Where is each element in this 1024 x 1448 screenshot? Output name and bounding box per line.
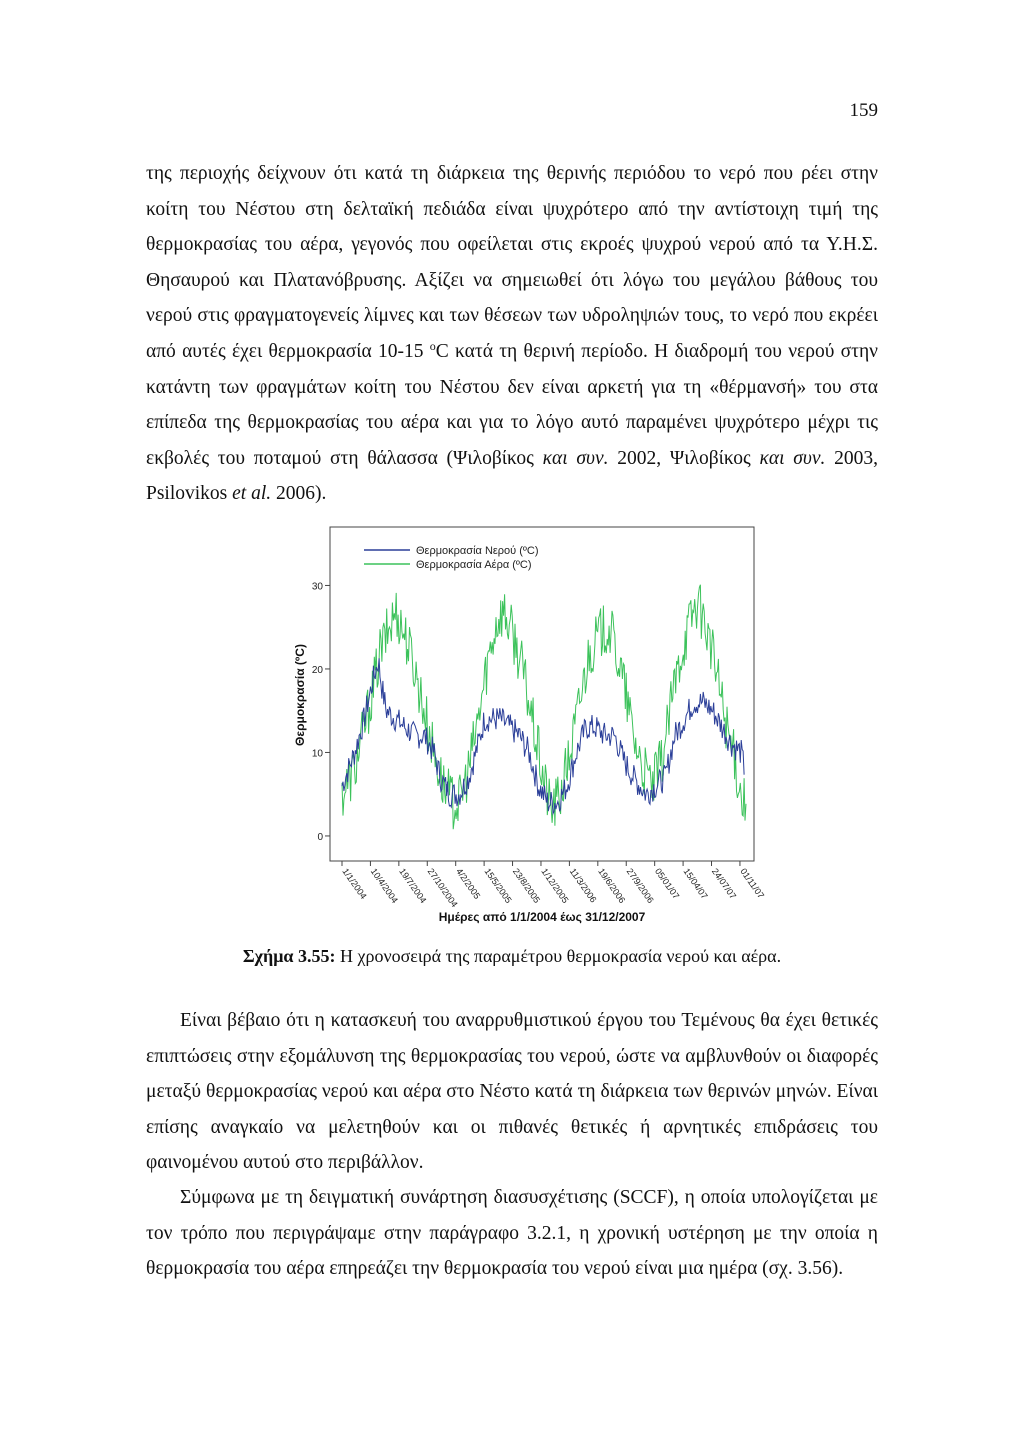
x-tick-label: 27/10/2004 (425, 866, 460, 910)
x-tick-label: 19/6/2006 (596, 866, 628, 905)
legend-label-air: Θερμοκρασία Αέρα (ºC) (416, 559, 532, 571)
y-tick-label: 20 (311, 664, 323, 676)
figure-caption (146, 946, 878, 967)
y-axis-label: Θερμοκρασία (ºC) (293, 644, 307, 746)
x-tick-label: 01/11/07 (738, 866, 766, 901)
page-number: 159 (849, 100, 878, 121)
x-tick-label: 10/4/2004 (368, 866, 400, 905)
figure-caption-text: Η χρονοσειρά της παραμέτρου θερμοκρασία νερού και αέρα. (335, 946, 782, 966)
x-tick-label: 23/8/2005 (510, 866, 543, 905)
plot-frame (330, 527, 754, 861)
figure-caption-label: Σχήμα 3.55: (242, 946, 336, 966)
paragraph-intro-text-3: 2002, Ψιλοβίκος (608, 447, 760, 469)
chart-svg (288, 525, 766, 925)
x-tick-label: 05/01/07 (653, 866, 682, 901)
y-tick-label: 0 (317, 831, 323, 843)
y-tick-label: 30 (311, 581, 323, 593)
x-tick-label: 1/12/2005 (539, 866, 571, 905)
figure-temperature-chart (288, 525, 766, 925)
paragraph-temenos: Είναι βέβαιο ότι η κατασκευή του αναρρυθμιστικού έργου του Τεμένους θα έχει θετικές επιπτώσεις στην εξομάλυνση της θερμοκρασίας του νερού, ώστε να αμβλυνθούν οι διαφορές μεταξύ θερμοκρασίας νερού και αέρα στο Νέστο κατά τη διάρκεια των θερινών μηνών. Είναι επίσης αναγκαίο να μελετηθούν και οι πιθανές θετικές ή αρνητικές επιδράσεις του φαινομένου αυτού στο περιβάλλον. (146, 1010, 878, 1174)
degree-superscript: o (429, 338, 436, 353)
citation-italic-1: και συν. (542, 447, 609, 469)
paragraph-intro-text-4: 2003, Psilovikos (146, 447, 878, 505)
x-tick-label: 1/1/2004 (340, 866, 369, 901)
x-tick-label: 24/07/07 (709, 866, 739, 901)
citation-italic-2: και συν. (759, 447, 826, 469)
citation-italic-3: et al. (232, 483, 272, 505)
x-axis-label: Ημέρες από 1/1/2004 έως 31/12/2007 (438, 910, 646, 924)
x-axis (340, 861, 766, 909)
x-tick-label: 19/7/2004 (397, 866, 429, 905)
x-tick-label: 15/5/2005 (482, 866, 514, 905)
x-tick-label: 4/2/2005 (454, 866, 483, 901)
paragraph-intro-text-1: της περιοχής δείχνουν ότι κατά τη διάρκεια της θερινής περιόδου το νερό που ρέει στην κοίτη του Νέστου στη δελταϊκή πεδιάδα είναι ψυχρότερο από την αντίστοιχη τιμή της θερμοκρασίας του αέρα, γεγονός που οφείλεται στις εκροές ψυχρού νερού από τα Υ.Η.Σ. Θησαυρού και Πλατανόβρυσης. Αξίζει να σημειωθεί ότι λόγω του μεγάλου βάθους του νερού στις φραγματογενείς λίμνες και των θέσεων των υδροληψιών τους, το νερό που εκρέει από αυτές έχει θερμοκρασία 10-15 (146, 163, 878, 362)
paragraph-sccf: Σύμφωνα με τη δειγματική συνάρτηση διασυσχέτισης (SCCF), η οποία υπολογίζεται με τον τρόπο που περιγράψαμε στην παράγραφο 3.2.1, η χρονική υστέρηση με την οποία η θερμοκρασία του αέρα επηρεάζει την θερμοκρασία του νερού είναι μια ημέρα (σχ. 3.56). (146, 1187, 878, 1280)
paragraph-intro-text-5: 2006). (271, 483, 327, 505)
paragraph-intro (146, 156, 878, 512)
x-tick-label: 11/3/2006 (567, 866, 599, 905)
x-tick-label: 15/04/07 (681, 866, 710, 901)
paragraph-intro-text-2: C κατά τη θερινή περίοδο. Η διαδρομή του νερού στην κατάντη των φραγμάτων κοίτη του Νέστου δεν είναι αρκετή για τη «θέρμανσή» του στα επίπεδα της θερμοκρασίας του αέρα και για το λόγο αυτό παραμένει ψυχρότερο μέχρι τις εκβολές του ποταμού στη θάλασσα (Ψιλοβίκος (146, 340, 878, 469)
y-axis (312, 581, 330, 843)
x-tick-label: 27/9/2006 (624, 866, 656, 905)
y-tick-label: 10 (311, 748, 323, 760)
legend-label-water: Θερμοκρασία Νερού (ºC) (416, 545, 539, 557)
